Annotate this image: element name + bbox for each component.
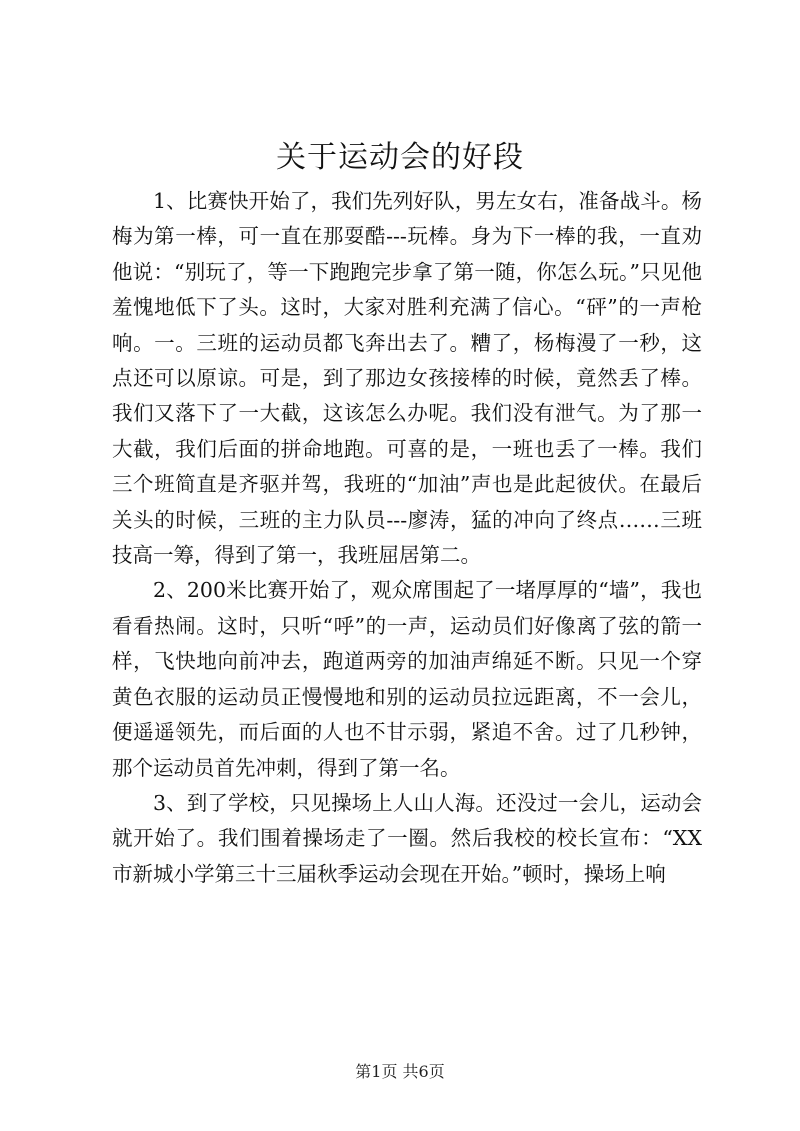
document-body (112, 184, 702, 892)
paragraph-2: 2、200米比赛开始了，观众席围起了一堵厚厚的“墙”，我也看看热闹。这时，只听“呼”的一声，运动员们好像离了弦的箭一样，飞快地向前冲去，跑道两旁的加油声绵延不断。只见一个穿黄色衣服的运动员正慢慢地和别的运动员拉远距离，不一会儿，便遥遥领先，而后面的人也不甘示弱，紧追不舍。过了几秒钟，那个运动员首先冲刺，得到了第一名。 (112, 578, 702, 780)
page-number-footer: 第1页 共6页 (355, 1062, 445, 1081)
paragraph-1: 1、比赛快开始了，我们先列好队，男左女右，准备战斗。杨梅为第一棒，可一直在那耍酷---玩棒。身为下一棒的我，一直劝他说：“别玩了，等一下跑跑完步拿了第一随，你怎么玩。”只见他羞愧地低下了头。这时，大家对胜利充满了信心。“砰”的一声枪响。一。三班的运动员都飞奔出去了。糟了，杨梅漫了一秒，这点还可以原谅。可是，到了那边女孩接棒的时候，竟然丢了棒。我们又落下了一大截，这该怎么办呢。我们没有泄气。为了那一大截，我们后面的拼命地跑。可喜的是，一班也丢了一棒。我们三个班简直是齐驱并驾，我班的“加油”声也是此起彼伏。在最后关头的时候，三班的主力队员---廖涛，猛的冲向了终点……三班技高一筹，得到了第一，我班屈居第二。 (112, 189, 702, 568)
paragraph-3: 3、到了学校，只见操场上人山人海。还没过一会儿，运动会就开始了。我们围着操场走了一圈。然后我校的校长宣布：“XX市新城小学第三十三届秋季运动会现在开始。”顿时，操场上响 (112, 790, 702, 886)
document-title: 关于运动会的好段 (276, 140, 524, 175)
